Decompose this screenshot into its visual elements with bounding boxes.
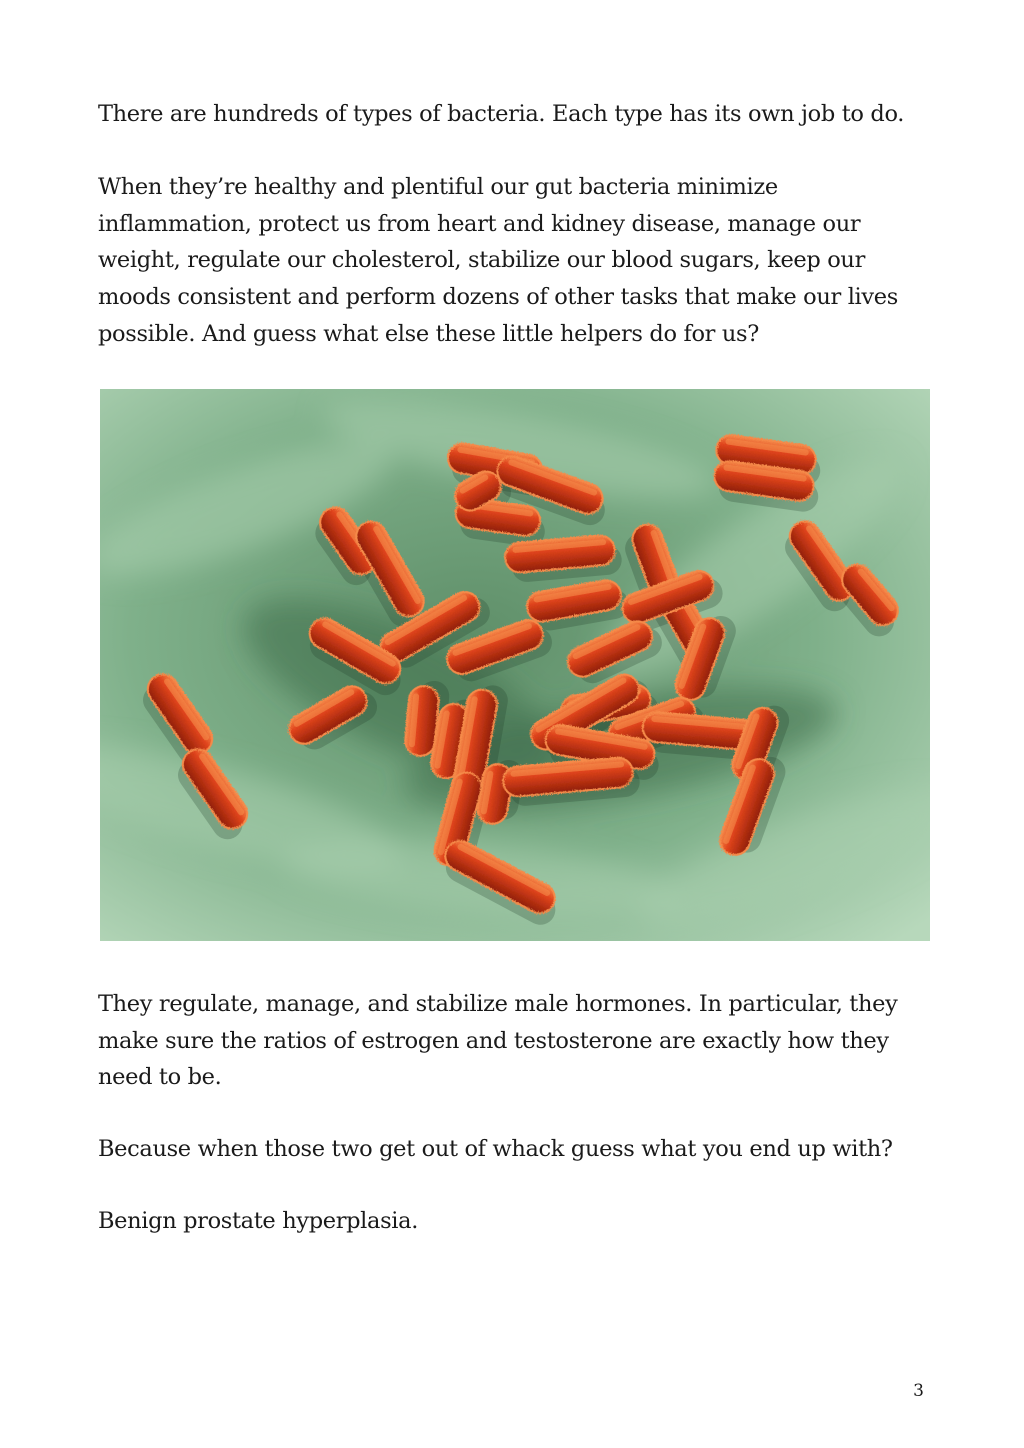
page-number: 3 [913,1381,924,1401]
paragraph-bacteria-types: There are hundreds of types of bacteria. Each type has its own job to do. [98,101,905,127]
paragraph-out-of-whack: Because when those two get out of whack guess what you end up with? [98,1136,893,1162]
paragraph-gut-bacteria-benefits: When they’re healthy and plentiful our gut bacteria minimize inflammation, protect us from heart and kidney disease, manage our weight, regulate our cholesterol, stabilize our blood sugars, keep our moods consistent and perform dozens of other tasks that make our lives possible. And guess what else these little helpers do for us? [98,174,898,347]
bacteria-illustration [100,389,930,941]
paragraph-bph: Benign prostate hyperplasia. [98,1208,418,1234]
paragraph-male-hormones: They regulate, manage, and stabilize male hormones. In particular, they make sure the ratios of estrogen and testosterone are exactly how they need to be. [98,991,898,1091]
